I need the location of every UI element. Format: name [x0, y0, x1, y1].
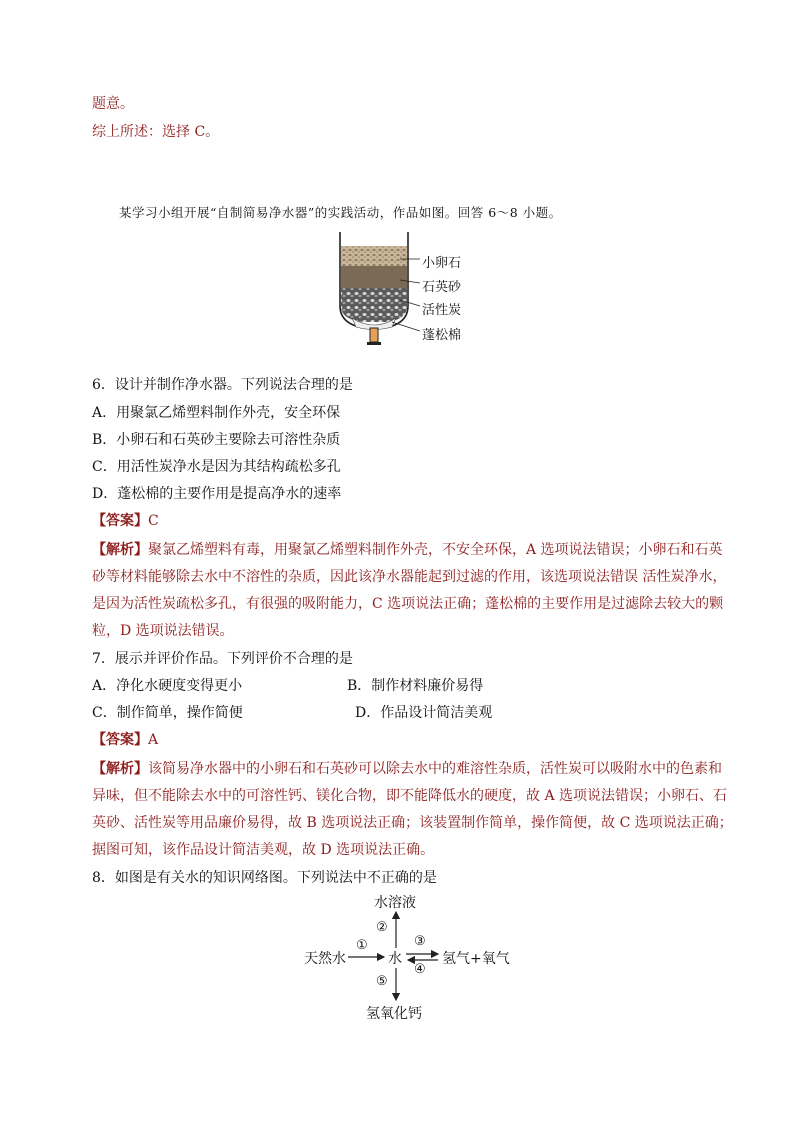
q7-option-a: A．净化水硬度变得更小 — [92, 678, 243, 694]
label-pebbles: 小卵石 — [422, 256, 462, 271]
q6-option-b: B．小卵石和石英砂主要除去可溶性杂质 — [92, 432, 341, 448]
q6-analysis-tag: 【解析】 — [92, 542, 148, 558]
q7-analysis-line-2: 异味，但不能除去水中的可溶性钙、镁化合物，即不能降低水的硬度，故 A 选项说法错误；小卵石、石 — [92, 788, 728, 804]
q6-answer-value: C — [148, 513, 159, 529]
node-natural-water: 天然水 — [304, 951, 346, 967]
q7-analysis-line-1 — [92, 759, 722, 779]
node-calcium-hydroxide: 氢氧化钙 — [366, 1006, 422, 1022]
q7-answer-value: A — [148, 732, 159, 748]
node-solution: 水溶液 — [374, 895, 416, 911]
q7-analysis-text-1: 该简易净水器中的小卵石和石英砂可以除去水中的难溶性杂质，活性炭可以吸附水中的色素和 — [148, 761, 722, 777]
q8-stem: 8．如图是有关水的知识网络图。下列说法中不正确的是 — [92, 870, 437, 886]
q7-analysis-line-3: 英砂、活性炭等用品廉价易得，故 B 选项说法正确；该装置制作简单，操作简便，故 C 选项说法正确； — [92, 815, 733, 831]
mark-3: ③ — [414, 934, 426, 949]
group-intro: 某学习小组开展“自制简易净水器”的实践活动，作品如图。回答 6～8 小题。 — [119, 205, 562, 220]
node-water: 水 — [388, 951, 402, 967]
mark-4: ④ — [414, 962, 426, 977]
q6-analysis-line-2: 砂等材料能够除去水中不溶性的杂质，因此该净水器能起到过滤的作用，该选项说法错误 活性炭净水， — [92, 569, 727, 585]
pebble-layer — [341, 246, 407, 266]
q6-option-d: D．蓬松棉的主要作用是提高净水的速率 — [92, 486, 342, 502]
q7-answer-tag: 【答案】 — [92, 732, 148, 748]
outlet-tube — [370, 328, 378, 342]
q7-option-b: B．制作材料廉价易得 — [347, 678, 484, 694]
q6-analysis-line-1 — [92, 540, 723, 560]
q6-analysis-line-3: 是因为活性炭疏松多孔，有很强的吸附能力，C 选项说法正确；蓬松棉的主要作用是过滤除去较大的颗 — [92, 596, 724, 612]
mark-2: ② — [376, 920, 388, 935]
q7-option-d: D．作品设计简洁美观 — [355, 705, 493, 721]
q6-answer — [92, 511, 159, 531]
quartz-sand-layer — [341, 266, 407, 288]
q7-option-c: C．制作简单，操作简便 — [92, 705, 243, 721]
water-filter-figure — [330, 228, 480, 353]
prev-answer-line-2: 综上所述：选择 C。 — [92, 124, 220, 140]
prev-answer-line-1: 题意。 — [92, 96, 134, 112]
label-activated-carbon: 活性炭 — [422, 303, 462, 318]
q6-answer-tag: 【答案】 — [92, 513, 148, 529]
node-hydrogen-oxygen: 氢气+氧气 — [442, 951, 510, 967]
activated-carbon-layer — [341, 288, 407, 322]
q6-option-c: C．用活性炭净水是因为其结构疏松多孔 — [92, 459, 341, 475]
q7-analysis-line-4: 据图可知，该作品设计简洁美观，故 D 选项说法正确。 — [92, 842, 435, 858]
q6-stem: 6．设计并制作净水器。下列说法合理的是 — [92, 377, 353, 393]
water-network-diagram — [300, 890, 530, 1025]
q6-analysis-text-1: 聚氯乙烯塑料有毒，用聚氯乙烯塑料制作外壳，不安全环保，A 选项说法错误；小卵石和石英 — [148, 542, 723, 558]
q7-answer — [92, 730, 158, 750]
q7-analysis-tag: 【解析】 — [92, 761, 148, 777]
label-quartz-sand: 石英砂 — [422, 280, 462, 295]
q6-analysis-line-4: 粒，D 选项说法错误。 — [92, 623, 234, 639]
q6-option-a: A．用聚氯乙烯塑料制作外壳，安全环保 — [92, 405, 341, 421]
label-cotton: 蓬松棉 — [422, 328, 462, 343]
mark-5: ⑤ — [376, 974, 388, 989]
q7-stem: 7．展示并评价作品。下列评价不合理的是 — [92, 651, 353, 667]
mark-1: ① — [356, 938, 368, 953]
